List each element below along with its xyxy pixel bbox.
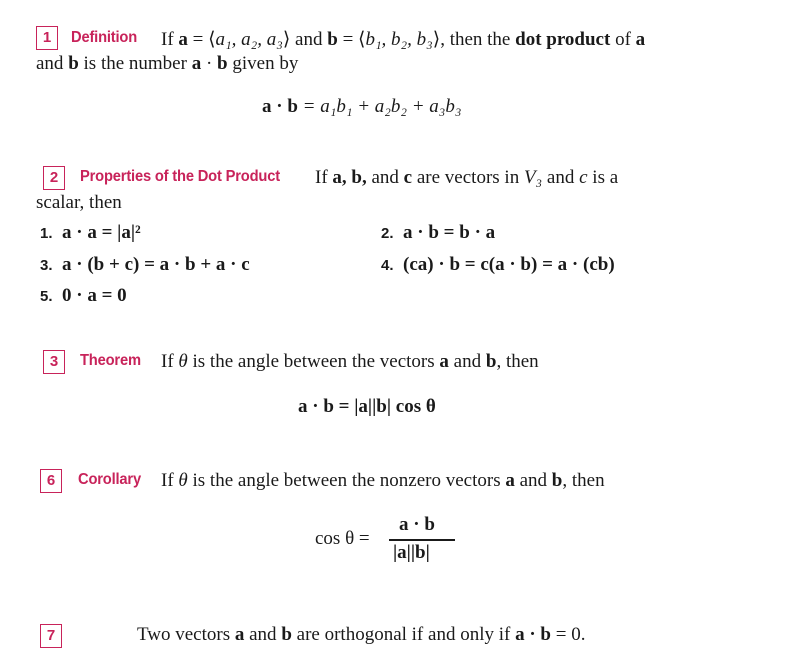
- fraction-denominator: |a||b|: [393, 542, 430, 563]
- corollary-text: , then: [562, 470, 605, 491]
- vector-b: b: [327, 29, 338, 50]
- vector-b: b: [551, 470, 563, 491]
- property-expression: a · (b + c) = a · b + a · c: [62, 254, 250, 275]
- properties-text: are vectors in: [416, 167, 520, 188]
- properties-text: is a: [592, 167, 619, 188]
- properties-text: and: [546, 167, 575, 188]
- property-item: [381, 222, 495, 244]
- orthogonal-text: and: [249, 624, 277, 645]
- property-number: 2.: [381, 225, 394, 242]
- property-number: 5.: [40, 288, 53, 305]
- orthogonal-expression: a · b: [515, 624, 551, 645]
- vector-b: b: [281, 624, 292, 645]
- property-expression: a · b = b · a: [403, 222, 496, 243]
- fraction-numerator: a · b: [399, 514, 435, 535]
- definition-text: ⟩, then the: [432, 29, 511, 50]
- definition-heading: Definition: [71, 29, 138, 46]
- formula-lhs: a · b: [262, 96, 298, 117]
- theorem-text: If: [161, 351, 174, 372]
- property-expression: 0 · a = 0: [62, 285, 127, 306]
- theorem-text: , then: [496, 351, 539, 372]
- property-number: 3.: [40, 257, 53, 274]
- cos-theta-lhs: cos θ =: [315, 528, 370, 549]
- vector-c: c: [403, 167, 413, 188]
- corollary-text: If: [161, 470, 174, 491]
- dot-operator: ·: [205, 53, 213, 74]
- definition-text: is the number: [83, 53, 187, 74]
- definition-number-box: 1: [36, 26, 58, 50]
- definition-text: = ⟨: [342, 29, 366, 50]
- definition-line-1: [161, 28, 645, 51]
- vector-a: a: [178, 29, 188, 50]
- theorem-heading: Theorem: [80, 352, 141, 369]
- a-components: a₁, a₂, a₃: [215, 29, 283, 50]
- vector-a: a: [191, 53, 202, 74]
- corollary-heading: Corollary: [78, 471, 141, 488]
- theorem-statement: [161, 351, 539, 373]
- property-item: [40, 222, 141, 244]
- property-number: 1.: [40, 225, 53, 242]
- vectors-ab: a, b,: [332, 167, 367, 188]
- definition-text: and: [36, 53, 64, 74]
- property-expression: (ca) · b = c(a · b) = a · (cb): [403, 254, 615, 275]
- definition-line-2: [36, 53, 298, 75]
- vector-b: b: [68, 53, 79, 74]
- property-number: 4.: [381, 257, 394, 274]
- orthogonal-text: Two vectors: [137, 624, 231, 645]
- b-components: b₁, b₂, b₃: [365, 29, 433, 50]
- scalar-c: c: [579, 167, 588, 188]
- property-item: [40, 285, 127, 307]
- theorem-text: and: [453, 351, 482, 372]
- definition-text: = ⟨: [192, 29, 216, 50]
- properties-line-2: scalar, then: [36, 192, 122, 213]
- definition-text: If: [161, 29, 174, 50]
- corollary-text: is the angle between the nonzero vectors: [192, 470, 501, 491]
- properties-text: If: [315, 167, 328, 188]
- formula-rhs: = a₁b₁ + a₂b₂ + a₃b₃: [302, 96, 462, 117]
- orthogonal-text: are orthogonal if and only if: [296, 624, 511, 645]
- theta-symbol: θ: [178, 351, 188, 372]
- corollary-text: and: [519, 470, 548, 491]
- vector-a: a: [635, 29, 646, 50]
- property-item: [381, 254, 615, 276]
- dot-product-term: dot product: [515, 29, 611, 50]
- corollary-number-box: 6: [40, 469, 62, 493]
- theorem-text: is the angle between the vectors: [192, 351, 435, 372]
- definition-text: ⟩ and: [282, 29, 323, 50]
- properties-line-1: [315, 167, 618, 189]
- property-expression: a · a = |a|²: [62, 222, 141, 243]
- theorem-formula: a · b = |a||b| cos θ: [298, 396, 436, 417]
- properties-text: and: [371, 167, 399, 188]
- vector-a: a: [439, 351, 449, 372]
- orthogonal-number-box: 7: [40, 624, 62, 648]
- orthogonal-statement: [137, 624, 585, 646]
- definition-text: given by: [232, 53, 299, 74]
- properties-heading: Properties of the Dot Product: [80, 168, 280, 185]
- vector-a: a: [505, 470, 515, 491]
- corollary-statement: [161, 470, 605, 492]
- theorem-number-box: 3: [43, 350, 65, 374]
- theta-symbol: θ: [178, 470, 188, 491]
- vector-a: a: [234, 624, 245, 645]
- vector-b: b: [217, 53, 228, 74]
- dot-product-formula: [262, 96, 462, 118]
- fraction-bar: [389, 539, 455, 541]
- space-v3: V₃: [523, 167, 543, 188]
- property-item: [40, 254, 250, 276]
- orthogonal-text: = 0.: [555, 624, 586, 645]
- properties-number-box: 2: [43, 166, 65, 190]
- definition-text: of: [615, 29, 631, 50]
- vector-b: b: [485, 351, 497, 372]
